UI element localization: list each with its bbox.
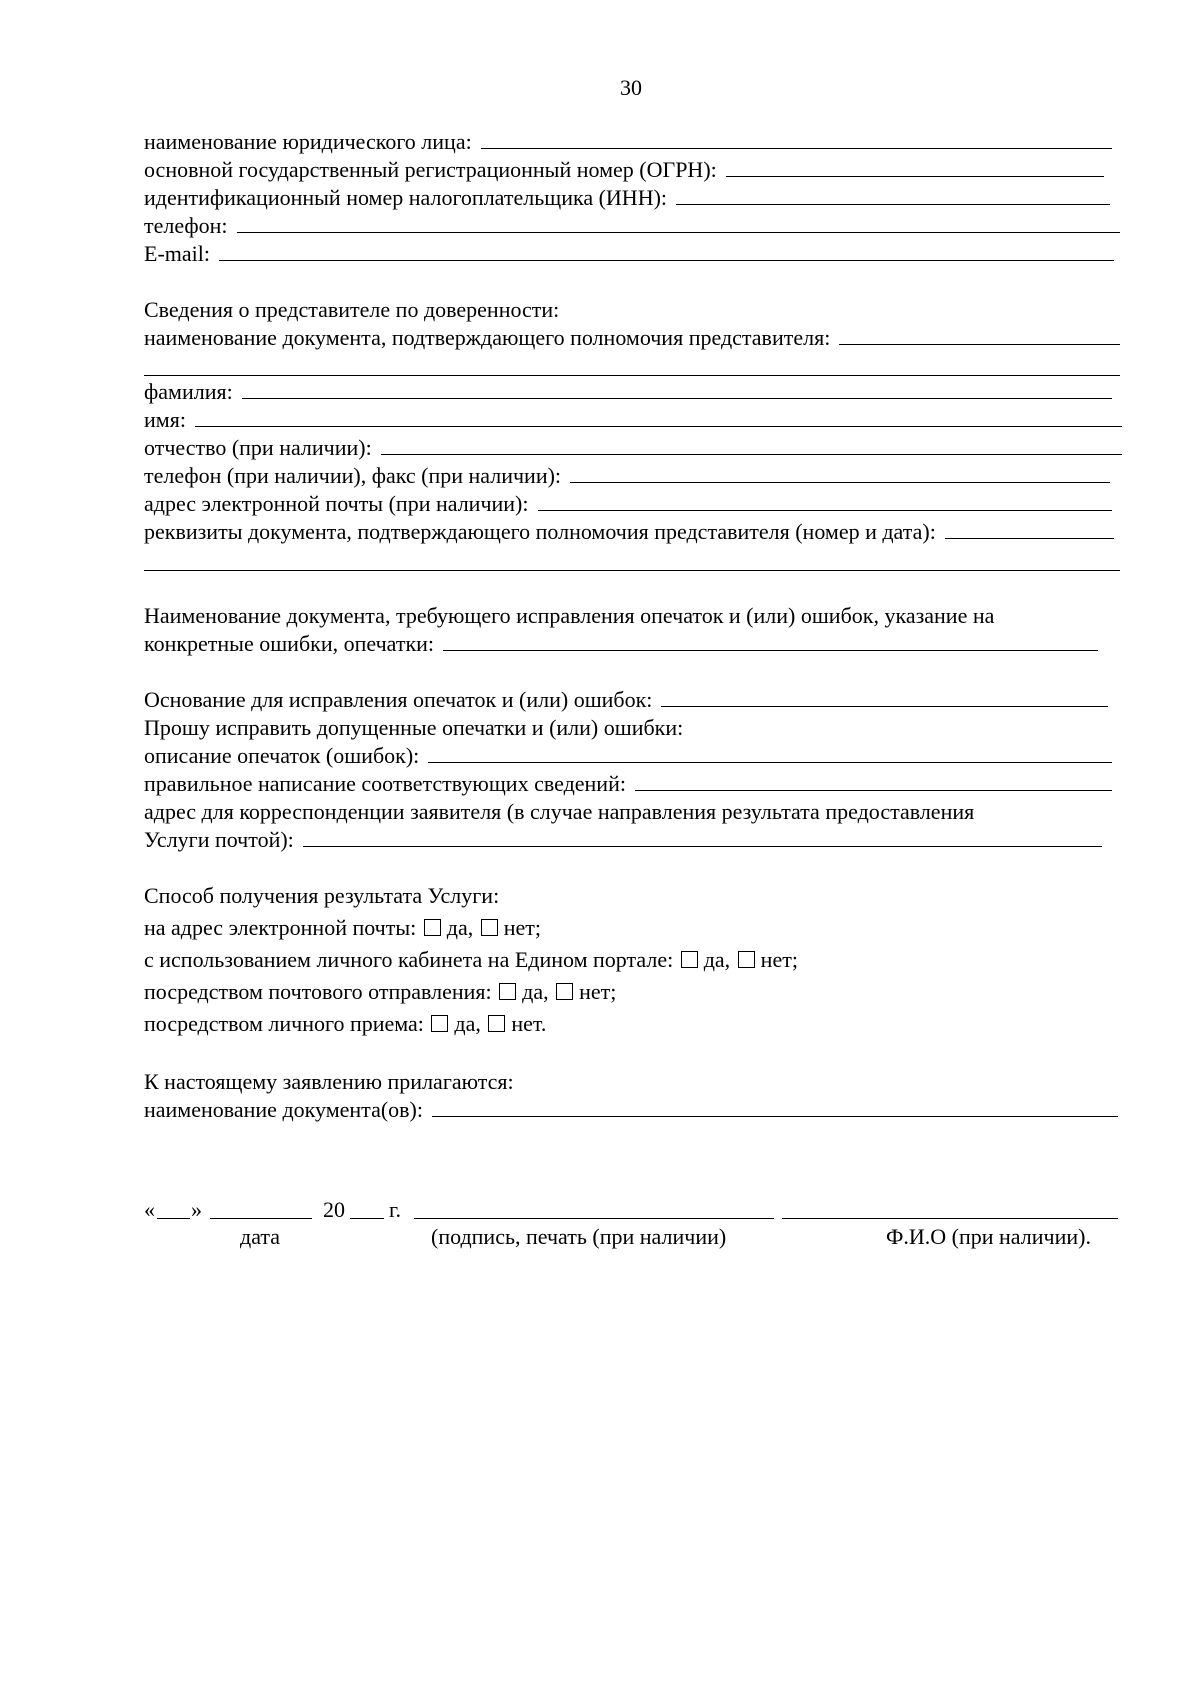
line-rep-phone-fax [144,462,1110,490]
field-rep-patronymic[interactable] [381,434,1122,455]
date-year-suffix: г. [389,1197,402,1222]
label-rep-doc-name: наименование документа, подтверждающего полномочия представителя: [144,325,831,350]
line-attachments [144,1096,1118,1124]
label-correct-spelling: правильное написание соответствующих сведений: [144,771,626,796]
line-rep-name [144,406,1122,434]
field-date-month[interactable] [210,1218,312,1219]
line-email [144,240,1114,268]
field-correction-basis[interactable] [661,686,1108,707]
delivery-option-portal: с использованием личного кабинета на Едином портале: да, нет; [144,947,798,972]
line-inn [144,184,1110,212]
checkbox-email-yes[interactable] [424,919,441,936]
field-full-name[interactable] [782,1218,1118,1219]
field-errors-description[interactable] [428,742,1112,763]
caption-signature: (подпись, печать (при наличии) [431,1224,727,1249]
field-date-day[interactable] [157,1218,190,1219]
field-doc-correction[interactable] [443,630,1098,651]
field-email[interactable] [219,240,1114,261]
checkbox-post-no[interactable] [556,983,573,1000]
label-phone: телефон: [144,213,228,238]
checkbox-personal-no[interactable] [488,1015,505,1032]
field-rep-phone-fax[interactable] [570,462,1110,483]
line-rep-surname [144,378,1112,406]
line-correspondence-address [144,826,1102,854]
delivery-option-email: на адрес электронной почты: да, нет; [144,915,541,940]
delivery-heading: Способ получения результата Услуги: [144,883,500,908]
field-rep-doc-name[interactable] [839,324,1120,345]
line-correction-basis [144,686,1108,714]
field-inn[interactable] [676,184,1110,205]
field-correspondence-address[interactable] [303,826,1102,847]
field-date-year[interactable] [350,1218,384,1219]
checkbox-personal-yes[interactable] [431,1015,448,1032]
label-correspondence-address-cont: Услуги почтой): [144,827,294,852]
checkbox-email-no[interactable] [481,919,498,936]
delivery-option-personal: посредством личного приема: да, нет. [144,1011,547,1036]
field-rep-requisites[interactable] [945,518,1114,539]
date-year-prefix: 20 [323,1197,345,1222]
line-legal-entity-name [144,128,1112,156]
label-correction-basis: Основание для исправления опечаток и (или) ошибок: [144,687,653,712]
label-ogrn: основной государственный регистрационный номер (ОГРН): [144,157,717,182]
label-rep-requisites: реквизиты документа, подтверждающего полномочия представителя (номер и дата): [144,519,936,544]
label-rep-name: имя: [144,407,186,432]
line-rep-doc-name [144,324,1120,352]
correspondence-address-label: адрес для корреспонденции заявителя (в случае направления результата предоставления [144,799,975,824]
field-rep-doc-name-cont[interactable] [144,375,1120,376]
date-close-quote: » [191,1197,202,1222]
correction-request: Прошу исправить допущенные опечатки и (или) ошибки: [144,715,684,740]
label-errors-description: описание опечаток (ошибок): [144,743,420,768]
label-email: E-mail: [144,241,210,266]
checkbox-post-yes[interactable] [499,983,516,1000]
field-signature[interactable] [414,1218,774,1219]
line-doc-correction [144,630,1098,658]
field-rep-name[interactable] [195,406,1122,427]
line-rep-email [144,490,1112,518]
field-rep-requisites-cont[interactable] [144,570,1120,571]
caption-date: дата [240,1224,281,1249]
checkbox-portal-no[interactable] [738,951,755,968]
line-rep-patronymic [144,434,1122,462]
line-phone [144,212,1120,240]
representative-heading: Сведения о представителе по доверенности: [144,297,560,322]
line-correct-spelling [144,770,1112,798]
field-attachments[interactable] [432,1096,1118,1117]
delivery-option-post: посредством почтового отправления: да, нет; [144,979,617,1004]
field-correct-spelling[interactable] [635,770,1112,791]
field-legal-entity-name[interactable] [481,128,1112,149]
label-inn: идентификационный номер налогоплательщика (ИНН): [144,185,668,210]
label-attachments-doc-names: наименование документа(ов): [144,1097,423,1122]
page-number: 30 [620,75,642,100]
checkbox-portal-yes[interactable] [681,951,698,968]
line-errors-description [144,742,1112,770]
attachments-heading: К настоящему заявлению прилагаются: [144,1069,514,1094]
field-rep-email[interactable] [538,490,1113,511]
label-rep-surname: фамилия: [144,379,233,404]
field-ogrn[interactable] [726,156,1104,177]
field-rep-surname[interactable] [242,378,1112,399]
doc-correction-label: Наименование документа, требующего исправления опечаток и (или) ошибок, указание на [144,603,995,628]
label-legal-entity-name: наименование юридического лица: [144,129,472,154]
date-open-quote: « [144,1197,155,1222]
label-rep-patronymic: отчество (при наличии): [144,435,372,460]
line-rep-requisites [144,518,1114,546]
line-ogrn [144,156,1104,184]
label-rep-phone-fax: телефон (при наличии), факс (при наличии): [144,463,562,488]
label-rep-email: адрес электронной почты (при наличии): [144,491,529,516]
field-phone[interactable] [237,212,1120,233]
label-doc-correction-cont: конкретные ошибки, опечатки: [144,631,435,656]
caption-full-name: Ф.И.О (при наличии). [886,1224,1091,1249]
